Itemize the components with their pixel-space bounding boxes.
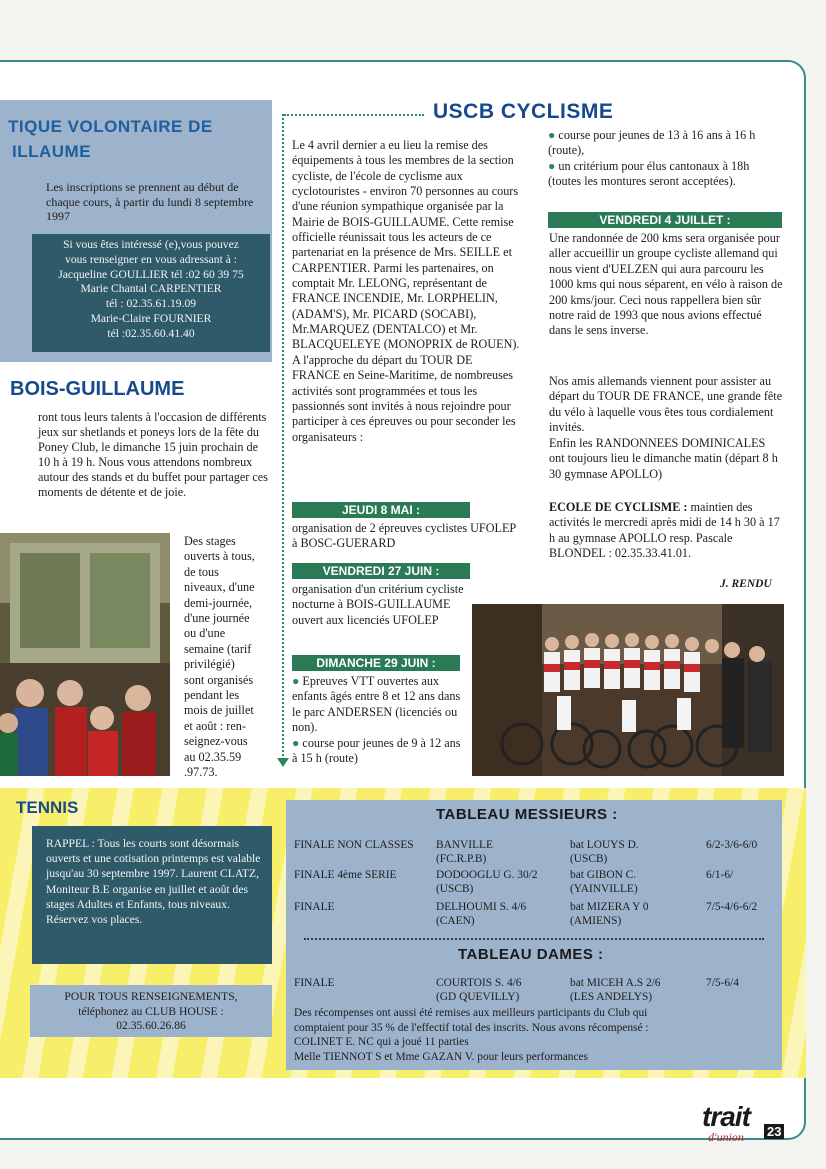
stages-line: ou d'une bbox=[184, 626, 226, 641]
row-opponent: bat LOUYS D. bbox=[570, 839, 639, 851]
table-row bbox=[294, 900, 774, 930]
table-row bbox=[294, 868, 774, 898]
row-category: FINALE NON CLASSES bbox=[294, 839, 414, 851]
row-club: (GD QUEVILLY) bbox=[436, 991, 520, 1003]
gym-contact-line: tél :02.35.60.41.40 bbox=[107, 326, 195, 340]
ecole-paragraph bbox=[549, 500, 783, 562]
stages-line: .97.73. bbox=[184, 765, 218, 780]
stages-line: Des stages bbox=[184, 534, 236, 548]
dimanche-29-juin-bullet-1 bbox=[292, 674, 464, 736]
row-player: BANVILLE bbox=[436, 839, 493, 851]
row-score: 7/5-6/4 bbox=[706, 977, 739, 989]
vendredi-27-juin-label: VENDREDI 27 JUIN : bbox=[292, 563, 470, 579]
uscb-title: USCB CYCLISME bbox=[433, 100, 614, 123]
row-opponent: bat MIZERA Y 0 bbox=[570, 901, 649, 913]
dimanche-29-juin-bullet-2 bbox=[292, 736, 464, 767]
row-opponent-club: (YAINVILLE) bbox=[570, 883, 638, 895]
bois-title: BOIS-GUILLAUME bbox=[10, 378, 185, 400]
stages-line: seignez-vous bbox=[184, 734, 248, 749]
gym-contact-box bbox=[32, 234, 270, 352]
vendredi-4-juillet-text: Une randonnée de 200 kms sera organisée pour aller accueillir un groupe cycliste allemand qui nous vient d'UELZEN qui aura parcouru les 1000 kms qui nous séparent, en vélo à raison de 200 kms/jour. Ceci nous rappellera bien sûr notre raid de 1993 que nous avions effectué dans le sens inverse. bbox=[549, 231, 783, 338]
cycling-team-photo bbox=[472, 604, 784, 776]
stages-line: et août : ren- bbox=[184, 718, 246, 733]
page-number: 23 bbox=[764, 1124, 784, 1139]
table-row bbox=[294, 976, 774, 1006]
col2-bullet-2 bbox=[548, 159, 784, 190]
row-category: FINALE bbox=[294, 977, 335, 989]
stages-line: au 02.35.59 bbox=[184, 749, 242, 764]
magazine-logo bbox=[702, 1102, 794, 1150]
row-score: 7/5-4/6-6/2 bbox=[706, 901, 758, 913]
randonnees-paragraph: Enfin les RANDONNEES DOMINICALES ont toujours lieu le dimanche matin (départ 8 h 30 gymnase APOLLO) bbox=[549, 436, 778, 481]
row-opponent-club: (AMIENS) bbox=[570, 915, 622, 927]
gym-intro: Les inscriptions se prennent au début de chaque cours, à partir du lundi 8 septembre 1997 bbox=[46, 180, 254, 223]
row-category: FINALE bbox=[294, 901, 335, 913]
stages-line: mois de juillet bbox=[184, 703, 254, 718]
col2-bullet-1 bbox=[548, 128, 784, 159]
vendredi-4-juillet-label: VENDREDI 4 JUILLET : bbox=[548, 212, 782, 228]
stages-line: niveaux, d'une bbox=[184, 580, 255, 595]
row-club: (USCB) bbox=[436, 883, 474, 895]
pony-club-photo-graphic bbox=[0, 533, 170, 776]
gym-title-line1: TIQUE VOLONTAIRE DE bbox=[8, 117, 213, 136]
row-player: DELHOUMI S. 4/6 bbox=[436, 901, 527, 913]
gym-contact-line: Marie-Claire FOURNIER bbox=[90, 311, 212, 325]
signature: J. RENDU bbox=[720, 578, 772, 590]
col2-bullet-2-text: un critérium pour élus cantonaux à 18h (toutes les montures seront acceptées). bbox=[548, 159, 750, 189]
renseignements-box bbox=[30, 985, 272, 1037]
recompenses-paragraph bbox=[294, 1006, 778, 1064]
table-row bbox=[294, 838, 774, 868]
stages-line: ouverts à tous, bbox=[184, 549, 255, 564]
renseignements-line: téléphonez au CLUB HOUSE : bbox=[78, 1004, 224, 1018]
row-player: COURTOIS S. 4/6 bbox=[436, 977, 522, 989]
gym-contact-line: Marie Chantal CARPENTIER bbox=[80, 282, 222, 296]
dimanche-bullet-1-text: Epreuves VTT ouvertes aux enfants âgés entre 8 et 12 ans dans le parc ANDERSEN (licenciés ou non). bbox=[292, 674, 461, 735]
bullet-icon: ● bbox=[548, 128, 556, 142]
uscb-dotted-rule bbox=[284, 114, 424, 116]
row-opponent-club: (USCB) bbox=[570, 853, 608, 865]
tennis-title: TENNIS bbox=[16, 798, 79, 817]
ecole-label: ECOLE DE CYCLISME : bbox=[549, 500, 688, 514]
recompenses-line: comptaient pour 35 % de l'effectif total des inscrits. Nous avons récompensé : bbox=[294, 1021, 649, 1034]
row-score: 6/1-6/ bbox=[706, 869, 734, 881]
stages-text bbox=[184, 534, 274, 781]
stages-line: d'une journée bbox=[184, 611, 250, 626]
gym-title-line2: ILLAUME bbox=[12, 142, 92, 161]
gym-contact-line: Jacqueline GOULLIER tél :02 60 39 75 bbox=[58, 267, 244, 281]
stages-line: demi-journée, bbox=[184, 595, 253, 610]
uscb-main-paragraph: Le 4 avril dernier a eu lieu la remise des équipements à tous les membres de la section cycliste, de l'école de cyclisme aux cyclotouristes - environ 70 personnes au cours d'une réunion sympathique organisée par la Mairie de BOIS-GUILLAUME. Cette remise officielle réunissait tous les acteurs de ce partenariat en la présence de Mrs. SEILLE et CARPENTIER. Parmi les partenaires, on comptait Mr. LELONG, représentant de FRANCE INCENDIE, Mr. LORPHELIN, (ADAM'S), Mr. PICARD (SOCABI), Mr.MARQUEZ (DENTALCO) et Mr. BLACQUELEYE (MONOPRIX de ROUEN). A l'approche du départ du TOUR DE FRANCE en Seine-Maritime, de nombreuses activités sont programmées et tous les passionnés sont invités à nous rejoindre pour participer à ces épreuves ou pour seconder les organisateurs : bbox=[292, 138, 520, 444]
gym-contact-line: Si vous êtes intéressé (e),vous pouvez bbox=[63, 238, 239, 251]
row-category: FINALE 4ème SERIE bbox=[294, 869, 397, 881]
jeudi-8-mai-text: organisation de 2 épreuves cyclistes UFOLEP à BOSC-GUERARD bbox=[292, 521, 516, 551]
stages-line: de tous bbox=[184, 564, 219, 579]
row-score: 6/2-3/6-6/0 bbox=[706, 839, 758, 851]
stages-line: sont organisés bbox=[184, 672, 254, 687]
rappel-text: RAPPEL : Tous les courts sont désormais ouverts et une cotisation printemps est valable jusqu'au 30 septembre 1997. Laurent CLATZ, Moniteur B.E organise en juillet et août des stages Adultes et Enfants, tous niveaux. Réservez vos places. bbox=[46, 837, 261, 927]
recompenses-line: Melle TIENNOT S et Mme GAZAN V. pour leurs performances bbox=[294, 1050, 588, 1063]
renseignements-line: 02.35.60.26.86 bbox=[116, 1019, 186, 1032]
recompenses-line: COLINET E. NC qui a joué 11 parties bbox=[294, 1036, 469, 1049]
vendredi-27-juin-text: organisation d'un critérium cycliste nocturne à BOIS-GUILLAUME ouvert aux licenciés UFOLEP bbox=[292, 582, 464, 627]
logo-main: trait bbox=[702, 1101, 750, 1132]
row-opponent-club: (LES ANDELYS) bbox=[570, 991, 653, 1003]
row-club: (FC.R.P.B) bbox=[436, 853, 487, 865]
dames-title: TABLEAU DAMES : bbox=[458, 946, 604, 963]
uscb-arrow-icon bbox=[277, 758, 289, 767]
row-club: (CAEN) bbox=[436, 915, 475, 927]
jeudi-8-mai-label: JEUDI 8 MAI : bbox=[292, 502, 470, 518]
dimanche-29-juin-label: DIMANCHE 29 JUIN : bbox=[292, 655, 460, 671]
allemands-paragraph: Nos amis allemands viennent pour assister au départ du TOUR DE FRANCE, une grande fête du vélo à laquelle vous êtes tous cordialement invités. bbox=[549, 374, 783, 435]
renseignements-line: POUR TOUS RENSEIGNEMENTS, bbox=[64, 990, 238, 1003]
messieurs-title: TABLEAU MESSIEURS : bbox=[436, 806, 618, 823]
rappel-box bbox=[32, 826, 272, 964]
dimanche-bullet-2-text: course pour jeunes de 9 à 12 ans à 15 h (route) bbox=[292, 736, 461, 766]
tables-divider bbox=[304, 938, 764, 940]
stages-line: pendant les bbox=[184, 688, 240, 703]
recompenses-line: Des récompenses ont aussi été remises aux meilleurs participants du Club qui bbox=[294, 1007, 648, 1019]
bois-paragraph: ront tous leurs talents à l'occasion de différents jeux sur shetlands et poneys lors de la fête du Poney Club, le dimanche 15 juin prochain de 10 h à 19 h. Nous vous attendons nombreux autour des stands et du buffet pour partager ces moments de détente et de joie. bbox=[38, 410, 268, 499]
gym-contact-line: vous renseigner en vous adressant à : bbox=[65, 252, 237, 266]
stages-line: privilégié) bbox=[184, 657, 235, 672]
col2-bullet-1-text: course pour jeunes de 13 à 16 ans à 16 h (route), bbox=[548, 128, 756, 158]
row-opponent: bat GIBON C. bbox=[570, 869, 637, 881]
gym-contact-line: tél : 02.35.61.19.09 bbox=[105, 297, 197, 311]
pony-club-photo bbox=[0, 533, 170, 776]
bullet-icon: ● bbox=[292, 674, 300, 688]
bullet-icon: ● bbox=[292, 736, 300, 750]
stages-line: semaine (tarif bbox=[184, 641, 252, 656]
cycling-team-photo-graphic bbox=[472, 604, 784, 776]
ecole-text: maintien des activités le mercredi après midi de 14 h 30 à 17 h au gymnase APOLLO resp. Pascale BLONDEL : 02.35.33.41.01. bbox=[549, 500, 780, 561]
bullet-icon: ● bbox=[548, 159, 556, 173]
row-opponent: bat MICEH A.S 2/6 bbox=[570, 977, 661, 989]
uscb-dotted-vertical bbox=[282, 114, 284, 764]
logo-sub: d'union bbox=[708, 1130, 744, 1144]
row-player: DODOOGLU G. 30/2 bbox=[436, 869, 538, 881]
